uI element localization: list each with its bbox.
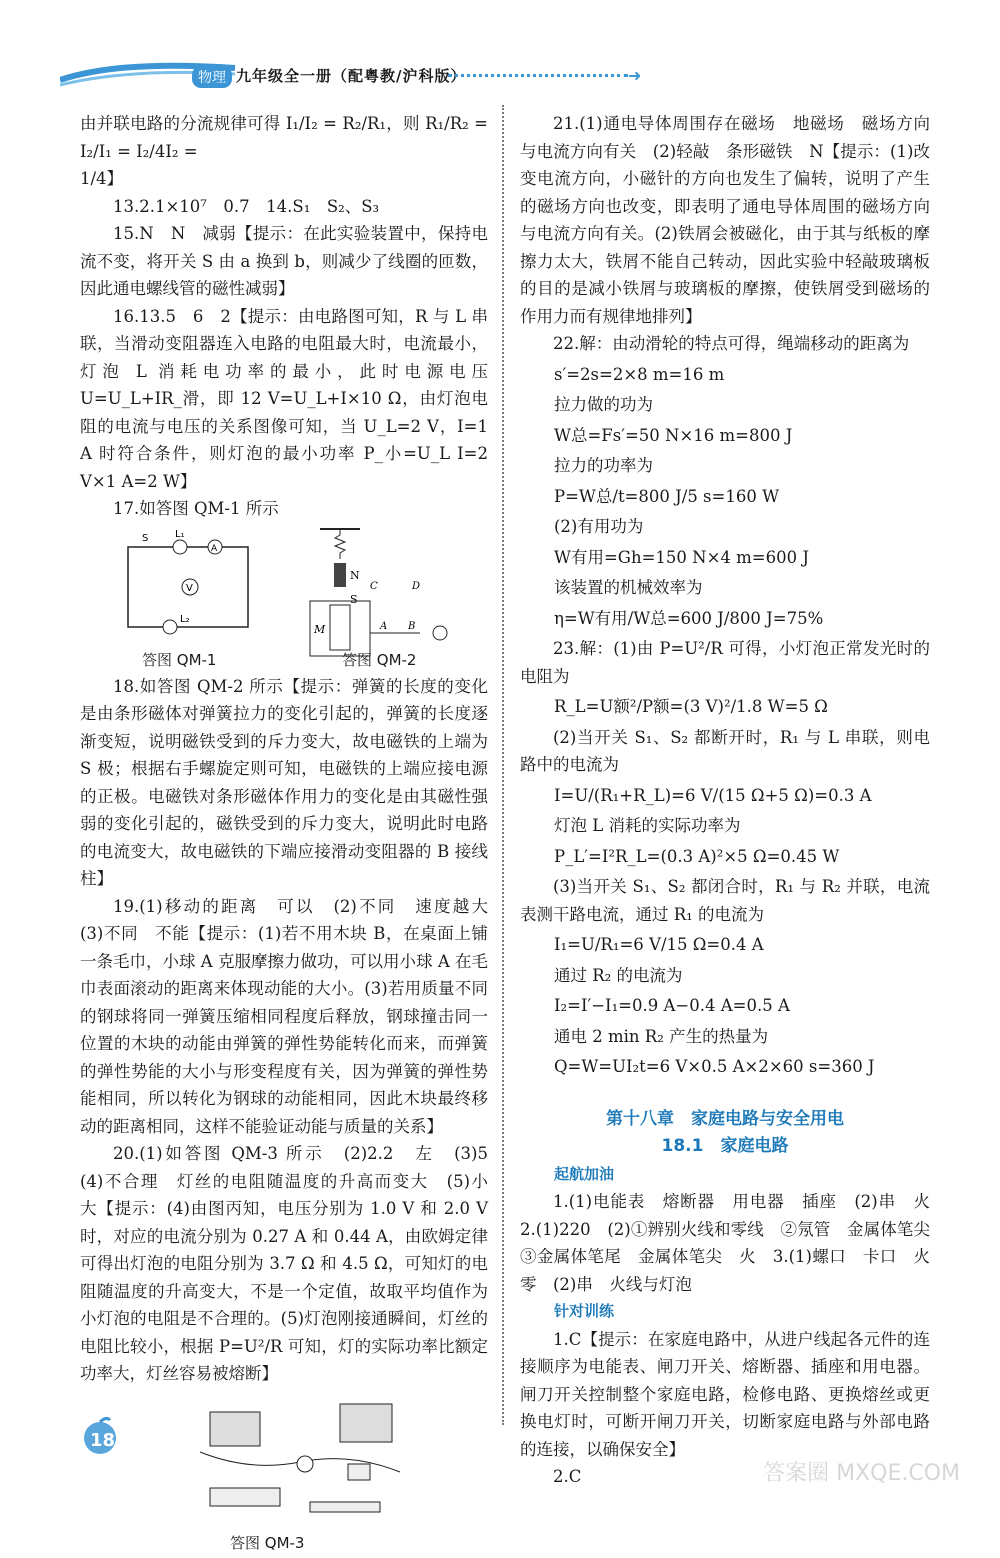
formula: η=W有用/W总=600 J/800 J=75% [554,608,824,628]
formula-label: (2)有用功为 [554,517,644,536]
answer-text: 1/4】 [80,169,124,188]
subject-badge: 物理 [192,66,232,88]
answer-20: 20.(1)如答图 QM-3 所示 (2)2.2 左 (3)5 (4)不合理 灯丝的电阻随温度的升高而变大 (5)小 大【提示：(4)由图丙知，电压分别为 1.0 V 和 2.0 V 时，对应的电流分别为 0.27 A 和 0.44 A，由欧姆定律可得出灯泡的电阻分别为 3.7 Ω 和 4.5 Ω，可知灯的电阻随温度的升高变大，不是一个定值，故取平均值作为小灯泡的电阻是不合理的。(5)灯泡刚接通瞬间，灯丝的电阻比较小，根据 P=U²/R 可知，灯的实际功率比额定功率大，灯丝容易被熔断】 [80,1144,505,1383]
circuit-diagram-qm1 [120,527,260,647]
chapter-title: 第十八章 家庭电路与安全用电 [606,1108,844,1129]
figures-qm1-qm2 [80,523,488,673]
formula-label: 灯泡 L 消耗的实际功率为 [554,816,741,835]
formula-label: 拉力做的功为 [554,395,653,414]
svg-text:B: B [408,620,416,632]
figure-caption: 答图 QM-2 [342,650,417,669]
answer-16: 16.13.5 6 2【提示：由电路图可知，R 与 L 串联，当滑动变阻器连入电路的电阻最大时，电流最小，灯泡 L 消耗电功率的最小，此时电源电压 U=U_L+IR_滑，即 12 V=U_L+I×10 Ω，由灯泡电阻的电流与电压的关系图像可知，当 U_L=2 V，I=1 A 时符合条件，则灯泡的最小功率 P_小=U_L I=2 V×1 A=2 W】 [80,306,488,491]
section-title: 18.1 家庭电路 [661,1136,789,1156]
answer-text: 由并联电路的分流规律可得 I₁/I₂ = R₂/R₁，则 R₁/R₂ = I₂/I₁ = I₂/4I₂ = [80,114,488,161]
formula: P_L′=I²R_L=(0.3 A)²×5 Ω=0.45 W [554,846,840,866]
svg-text:N: N [350,568,360,582]
right-column [520,110,947,1491]
answer-22: 22.解：由动滑轮的特点可得，绳端移动的距离为 [553,334,910,353]
svg-text:L₁: L₁ [175,528,185,540]
book-title: 九年级全一册（配粤教/沪科版） [236,67,467,85]
page-header [60,58,660,90]
formula-label: 通电 2 min R₂ 产生的热量为 [554,1026,769,1046]
formula: W有用=Gh=150 N×4 m=600 J [554,547,809,567]
svg-text:D: D [412,580,421,592]
watermark: 答案圈 MXQE.COM [763,1461,960,1486]
answer-23-2: (2)当开关 S₁、S₂ 都断开时，R₁ 与 L 串联，则电路中的电流为 [520,727,930,774]
page-number: 186 [90,1430,128,1451]
svg-text:V: V [186,582,193,594]
formula: Q=W=UI₂t=6 V×0.5 A×2×60 s=360 J [554,1057,875,1076]
answer-13-14: 13.2.1×10⁷ 0.7 14.S₁ S₂、S₃ [113,196,380,216]
answer-21: 21.(1)通电导体周围存在磁场 地磁场 磁场方向与电流方向有关 (2)轻敲 条形磁铁 N【提示：(1)改变电流方向，小磁针的方向也发生了偏转，说明了产生的磁场方向也改变，即表明了通电导体周围的磁场方向与电流方向有关。(2)铁屑会被磁化，由于其与纸板的摩擦力太大，铁屑不能自己转动，因此实验中轻敲玻璃板的目的是减小铁屑与玻璃板的摩擦，使铁屑受到磁场的作用力而有规律地排列】 [520,114,930,326]
answer-15: 15.N N 减弱【提示：在此实验装置中，保持电流不变，将开关 S 由 a 换到 b，则减少了线圈的匝数，因此通电螺线管的磁性减弱】 [80,224,488,298]
header-dots [448,74,628,77]
formula: I=U/(R₁+R_L)=6 V/(15 Ω+5 Ω)=0.3 A [554,785,872,805]
subsection-heading: 起航加油 [554,1164,615,1183]
figure-qm3 [80,1388,488,1558]
svg-text:C: C [370,580,378,592]
arrow-icon: ➜ [628,66,642,85]
formula: P=W总/t=800 J/5 s=160 W [554,486,780,506]
formula-label: 通过 R₂ 的电流为 [554,965,683,985]
answer-block: 2.C [553,1467,582,1486]
svg-text:A: A [380,620,388,632]
column-divider [502,105,504,1425]
formula-label: 拉力的功率为 [554,456,653,475]
formula: W总=Fs′=50 N×16 m=800 J [554,425,793,445]
formula-label: 该装置的机械效率为 [554,578,703,597]
answer-18: 18.如答图 QM-2 所示【提示：弹簧的长度的变化是由条形磁体对弹簧拉力的变化引起的，弹簧的长度逐渐变短，说明磁铁受到的斥力变大，故电磁铁的上端为 S 极；根据右手螺旋定则可知，电磁铁的上端应接电源的正极。电磁铁对条形磁体作用力的变化是由其磁性强弱的变化引起的，磁铁受到的斥力变大，说明此时电路的电流变大，故电磁铁的下端应接滑动变阻器的 B 接线柱】 [80,676,488,888]
svg-text:L₂: L₂ [180,613,190,625]
figure-caption: 答图 QM-1 [142,650,217,669]
answer-17: 17.如答图 QM-1 所示 [113,499,279,518]
answer-19: 19.(1)移动的距离 可以 (2)不同 速度越大 (3)不同 不能【提示：(1)若不用木块 B，在桌面上铺一条毛巾，小球 A 克服摩擦力做功，可以用小球 A 在毛巾表面滚动的距离来体现动能的大小。(3)若用质量不同的钢球将同一弹簧压缩相同程度后释放，钢球撞击同一位置的木块的动能由弹簧的弹性势能转化而来，而弹簧的弹性势能的大小与形变程度有关，因为弹簧的弹性势能相同，所以转化为钢球的动能相同，因此木块最终移动的距离相同，这样不能验证动能与质量的关系】 [80,896,505,1136]
svg-text:S: S [350,592,358,606]
circuit-diagram-qm2 [300,523,460,663]
subsection-heading: 针对训练 [554,1302,615,1320]
answer-block: 1.(1)电能表 熔断器 用电器 插座 (2)串 火 2.(1)220 (2)①辨别火线和零线 ②氖管 金属体笔尖 ③金属体笔尾 金属体笔尖 火 3.(1)螺口 卡口 火 零 (2)串 火线与灯泡 [520,1192,947,1294]
answer-block: 1.C【提示：在家庭电路中，从进户线起各元件的连接顺序为电能表、闸刀开关、熔断器、插座和用电器。闸刀开关控制整个家庭电路，检修电路、更换熔丝或更换电灯时，可断开闸刀开关，切断家庭电路与外部电路的连接，以确保安全】 [520,1329,930,1459]
formula: s′=2s=2×8 m=16 m [554,364,725,384]
left-column [80,110,505,1558]
formula: I₁=U/R₁=6 V/15 Ω=0.4 A [554,935,764,954]
formula: I₂=I′−I₁=0.9 A−0.4 A=0.5 A [554,996,790,1015]
svg-text:S: S [142,532,149,544]
svg-text:A: A [211,543,218,554]
svg-text:M: M [314,622,326,636]
experiment-apparatus-image [190,1392,430,1532]
formula: R_L=U额²/P额=(3 V)²/1.8 W=5 Ω [554,697,828,716]
answer-23-3: (3)当开关 S₁、S₂ 都闭合时，R₁ 与 R₂ 并联，电流表测干路电流，通过 R₁ 的电流为 [520,877,930,924]
figure-caption: 答图 QM-3 [230,1533,305,1552]
answer-23: 23.解：(1)由 P=U²/R 可得，小灯泡正常发光时的电阻为 [520,639,930,686]
